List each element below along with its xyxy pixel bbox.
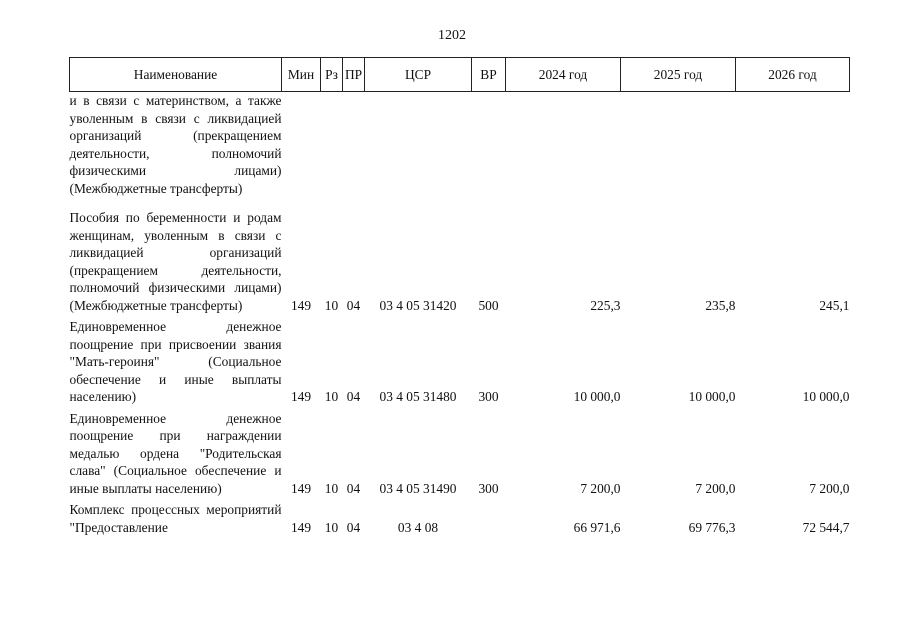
row-min: 149 bbox=[290, 520, 312, 535]
row-2026: 7 200,0 bbox=[809, 480, 850, 496]
row-csr: 03 4 05 31420 bbox=[379, 297, 457, 313]
row-vr bbox=[472, 501, 506, 537]
row-name: Единовременное денежное поощрение при награждении медалью ордена "Родительская слава" (Социальное обеспечение и иные выплаты населению) bbox=[69, 410, 282, 496]
row-csr bbox=[365, 92, 472, 210]
header-pr: ПР bbox=[343, 58, 365, 92]
budget-table bbox=[69, 57, 850, 537]
row-name: Единовременное денежное поощрение при присвоении звания "Мать-героиня" (Социальное обеспечение и иные выплаты населению) bbox=[69, 319, 282, 404]
row-2025: 235,8 bbox=[705, 297, 736, 313]
row-2026: 72 544,7 bbox=[802, 520, 850, 535]
row-2025: 10 000,0 bbox=[688, 389, 736, 404]
row-pr: 04 bbox=[346, 480, 361, 496]
row-pr bbox=[343, 92, 365, 210]
row-rz: 10 bbox=[324, 480, 339, 496]
table-row bbox=[70, 501, 850, 537]
row-name: Комплекс процессных мероприятий "Предоставление bbox=[69, 502, 282, 535]
row-rz: 10 bbox=[324, 297, 339, 313]
row-2024: 7 200,0 bbox=[580, 480, 621, 496]
page-number: 1202 bbox=[438, 28, 466, 43]
row-min: 149 bbox=[290, 297, 312, 313]
row-rz: 10 bbox=[324, 389, 339, 404]
row-min: 149 bbox=[290, 480, 312, 496]
row-2024: 66 971,6 bbox=[573, 520, 621, 535]
table-row bbox=[70, 318, 850, 410]
row-csr: 03 4 05 31480 bbox=[379, 389, 457, 404]
row-2025 bbox=[621, 92, 736, 210]
row-vr bbox=[472, 92, 506, 210]
row-2024: 10 000,0 bbox=[573, 389, 621, 404]
row-min: 149 bbox=[290, 389, 312, 404]
header-min: Мин bbox=[282, 58, 321, 92]
row-min bbox=[282, 92, 321, 210]
row-vr: 300 bbox=[478, 480, 499, 496]
row-2025: 7 200,0 bbox=[695, 480, 736, 496]
row-rz bbox=[321, 92, 343, 210]
row-2026: 245,1 bbox=[819, 297, 850, 313]
row-vr: 500 bbox=[478, 297, 499, 313]
row-csr: 03 4 05 31490 bbox=[379, 480, 457, 496]
header-2024: 2024 год bbox=[506, 58, 621, 92]
row-2026 bbox=[736, 92, 850, 210]
row-pr: 04 bbox=[346, 389, 361, 404]
header-2025: 2025 год bbox=[621, 58, 736, 92]
table-row bbox=[70, 410, 850, 502]
row-name: и в связи с материнством, а также уволенным в связи с ликвидацией организаций (прекращением деятельности, полномочий физическими лицами) (Межбюджетные трансферты) bbox=[69, 93, 282, 196]
row-2024: 225,3 bbox=[590, 297, 621, 313]
row-name: Пособия по беременности и родам женщинам, уволенным в связи с ликвидацией организаций (прекращением деятельности, полномочий физическими лицами) (Межбюджетные трансферты) bbox=[69, 210, 282, 313]
row-2025: 69 776,3 bbox=[688, 520, 736, 535]
header-name: Наименование bbox=[70, 58, 282, 92]
row-csr: 03 4 08 bbox=[397, 520, 439, 535]
row-2026: 10 000,0 bbox=[802, 389, 850, 404]
row-vr: 300 bbox=[478, 389, 499, 404]
header-row bbox=[70, 58, 850, 92]
row-pr: 04 bbox=[346, 297, 361, 313]
header-vr: ВР bbox=[472, 58, 506, 92]
header-csr: ЦСР bbox=[365, 58, 472, 92]
row-pr: 04 bbox=[346, 520, 361, 535]
row-rz: 10 bbox=[324, 520, 339, 535]
row-2024 bbox=[506, 92, 621, 210]
header-2026: 2026 год bbox=[736, 58, 850, 92]
table-row bbox=[70, 92, 850, 210]
table-row bbox=[70, 209, 850, 318]
header-rz: Рз bbox=[321, 58, 343, 92]
